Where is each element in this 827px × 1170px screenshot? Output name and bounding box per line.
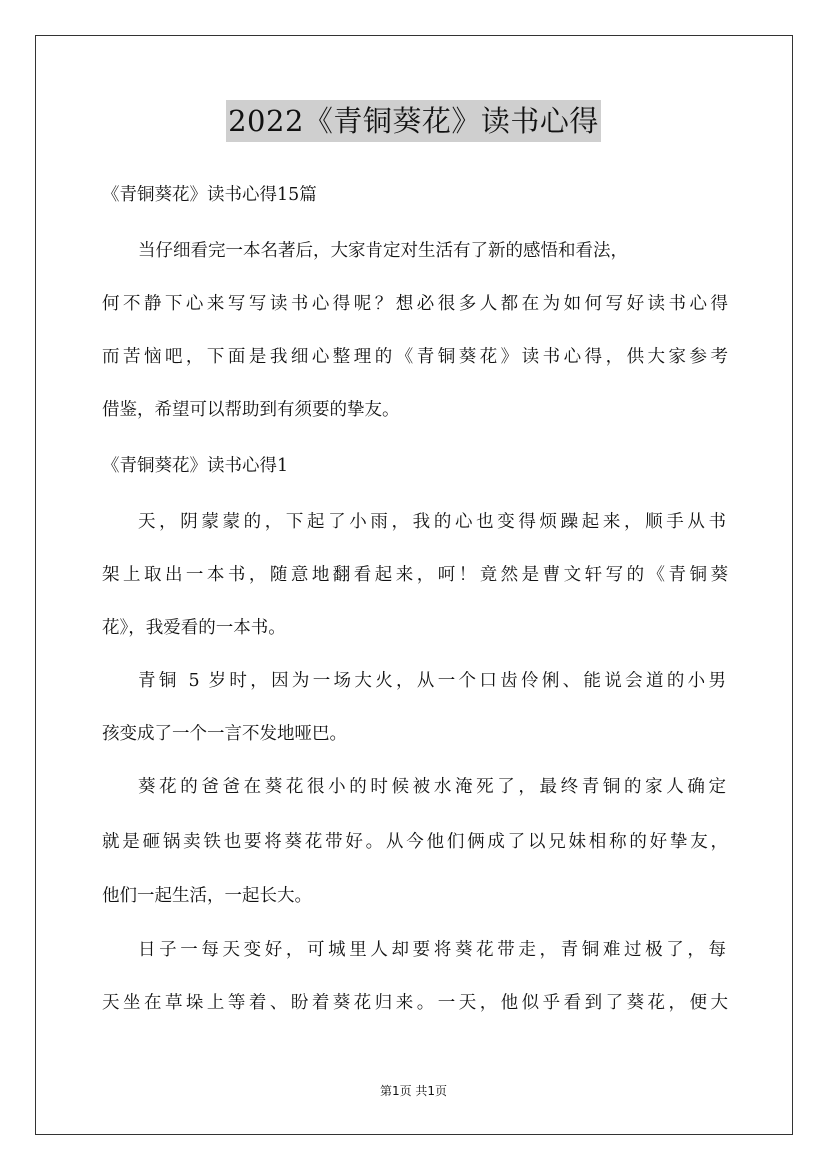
paragraph-line: 天，阴蒙蒙的，下起了小雨，我的心也变得烦躁起来，顺手从书 [138,512,726,532]
paragraph-line: 架上取出一本书，随意地翻看起来，呵！竟然是曹文轩写的《青铜葵 [102,565,728,585]
paragraph-line: 青铜 5 岁时，因为一场大火，从一个口齿伶俐、能说会道的小男 [138,671,726,691]
paragraph-line: 而苦恼吧，下面是我细心整理的《青铜葵花》读书心得，供大家参考 [102,347,728,367]
paragraph-line: 天坐在草垛上等着、盼着葵花归来。一天，他似乎看到了葵花，便大 [102,993,728,1013]
document-title: 2022《青铜葵花》读书心得 [226,100,601,142]
paragraph-line: 他们一起生活，一起长大。 [102,886,312,906]
paragraph-line: 就是砸锅卖铁也要将葵花带好。从今他们俩成了以兄妹相称的好挚友， [102,832,728,852]
title-area [0,100,827,142]
paragraph-line: 借鉴，希望可以帮助到有须要的挚友。 [102,400,400,420]
paragraph-line: 当仔细看完一本名著后，大家肯定对生活有了新的感悟和看法， [138,241,628,261]
subtitle-line: 《青铜葵花》读书心得15篇 [102,185,317,205]
paragraph-line: 何不静下心来写写读书心得呢？想必很多人都在为如何写好读书心得 [102,294,728,314]
paragraph-line: 日子一每天变好，可城里人却要将葵花带走，青铜难过极了，每 [138,940,726,960]
paragraph-line: 孩变成了一个一言不发地哑巴。 [102,724,347,744]
paragraph-line: 葵花的爸爸在葵花很小的时候被水淹死了，最终青铜的家人确定 [138,777,726,797]
page-footer: 第1页 共1页 [379,1084,448,1098]
paragraph-line: 花》，我爱看的一本书。 [102,618,286,638]
section-heading: 《青铜葵花》读书心得1 [102,456,289,476]
